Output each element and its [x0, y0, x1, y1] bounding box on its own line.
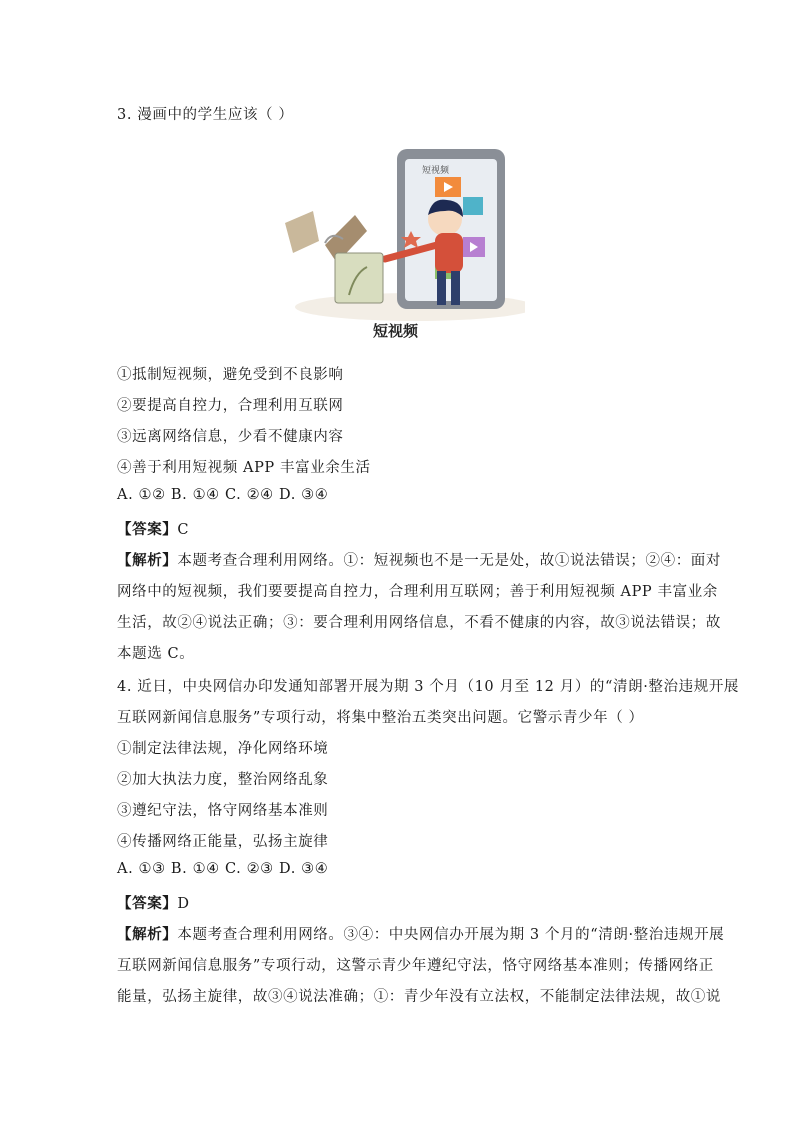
question-4-analysis-line-2: 互联网新闻信息服务”专项行动，这警示青少年遵纪守法，恪守网络基本准则；传播网络正: [117, 958, 714, 974]
question-4-option-3: ③遵纪守法，恪守网络基本准则: [117, 803, 329, 819]
question-4-stem-line-2: 互联网新闻信息服务”专项行动，将集中整治五类突出问题。它警示青少年（ ）: [117, 710, 644, 726]
figure-caption: 短视频: [373, 322, 419, 340]
book-icon: [335, 253, 383, 303]
question-3-analysis-line-3: 生活，故②④说法正确；③：要合理利用网络信息，不看不健康的内容，故③说法错误；故: [117, 615, 721, 631]
question-3-choices: A. ①② B. ①④ C. ②④ D. ③④: [117, 487, 329, 503]
video-tile-blue: [463, 197, 483, 215]
question-3-analysis-line-1: [117, 549, 721, 570]
question-4-analysis-line-1: [117, 923, 724, 944]
answer-label: 【答案】: [117, 895, 178, 912]
answer-value: D: [177, 896, 190, 912]
question-3-option-1: ①抵制短视频，避免受到不良影响: [117, 367, 344, 383]
question-3-analysis-line-4: 本题选 C。: [117, 646, 195, 662]
question-4-stem-line-1: 4. 近日，中央网信办印发通知部署开展为期 3 个月（10 月至 12 月）的“清朗·整治违规开展: [117, 679, 740, 695]
question-3-stem: 3. 漫画中的学生应该（ ）: [117, 107, 294, 123]
question-3-option-3: ③远离网络信息，少看不健康内容: [117, 429, 344, 445]
question-4-option-4: ④传播网络正能量，弘扬主旋律: [117, 834, 329, 850]
screen-label: 短视频: [422, 166, 450, 176]
question-4-answer: [117, 892, 190, 913]
question-3-analysis-line-2: 网络中的短视频，我们要要提高自控力，合理利用互联网；善于利用短视频 APP 丰富业余: [117, 584, 718, 600]
answer-value: C: [177, 522, 190, 538]
cartoon-illustration: [285, 145, 525, 345]
analysis-label: 【解析】: [117, 552, 178, 569]
question-3-answer: [117, 518, 189, 539]
question-4-option-2: ②加大执法力度，整治网络乱象: [117, 772, 329, 788]
question-4-option-1: ①制定法律法规，净化网络环境: [117, 741, 329, 757]
question-3-option-4: ④善于利用短视频 APP 丰富业余生活: [117, 460, 371, 476]
answer-label: 【答案】: [117, 521, 178, 538]
question-4-analysis-line-3: 能量，弘扬主旋律，故③④说法准确；①：青少年没有立法权，不能制定法律法规，故①说: [117, 989, 721, 1005]
boy-body: [435, 233, 463, 273]
question-4-choices: A. ①③ B. ①④ C. ②③ D. ③④: [117, 861, 329, 877]
question-3-option-2: ②要提高自控力，合理利用互联网: [117, 398, 344, 414]
analysis-label: 【解析】: [117, 926, 178, 943]
analysis-text: 本题考查合理利用网络。③④：中央网信办开展为期 3 个月的“清朗·整治违规开展: [177, 927, 725, 943]
analysis-text: 本题考查合理利用网络。①：短视频也不是一无是处，故①说法错误；②④：面对: [177, 553, 722, 569]
